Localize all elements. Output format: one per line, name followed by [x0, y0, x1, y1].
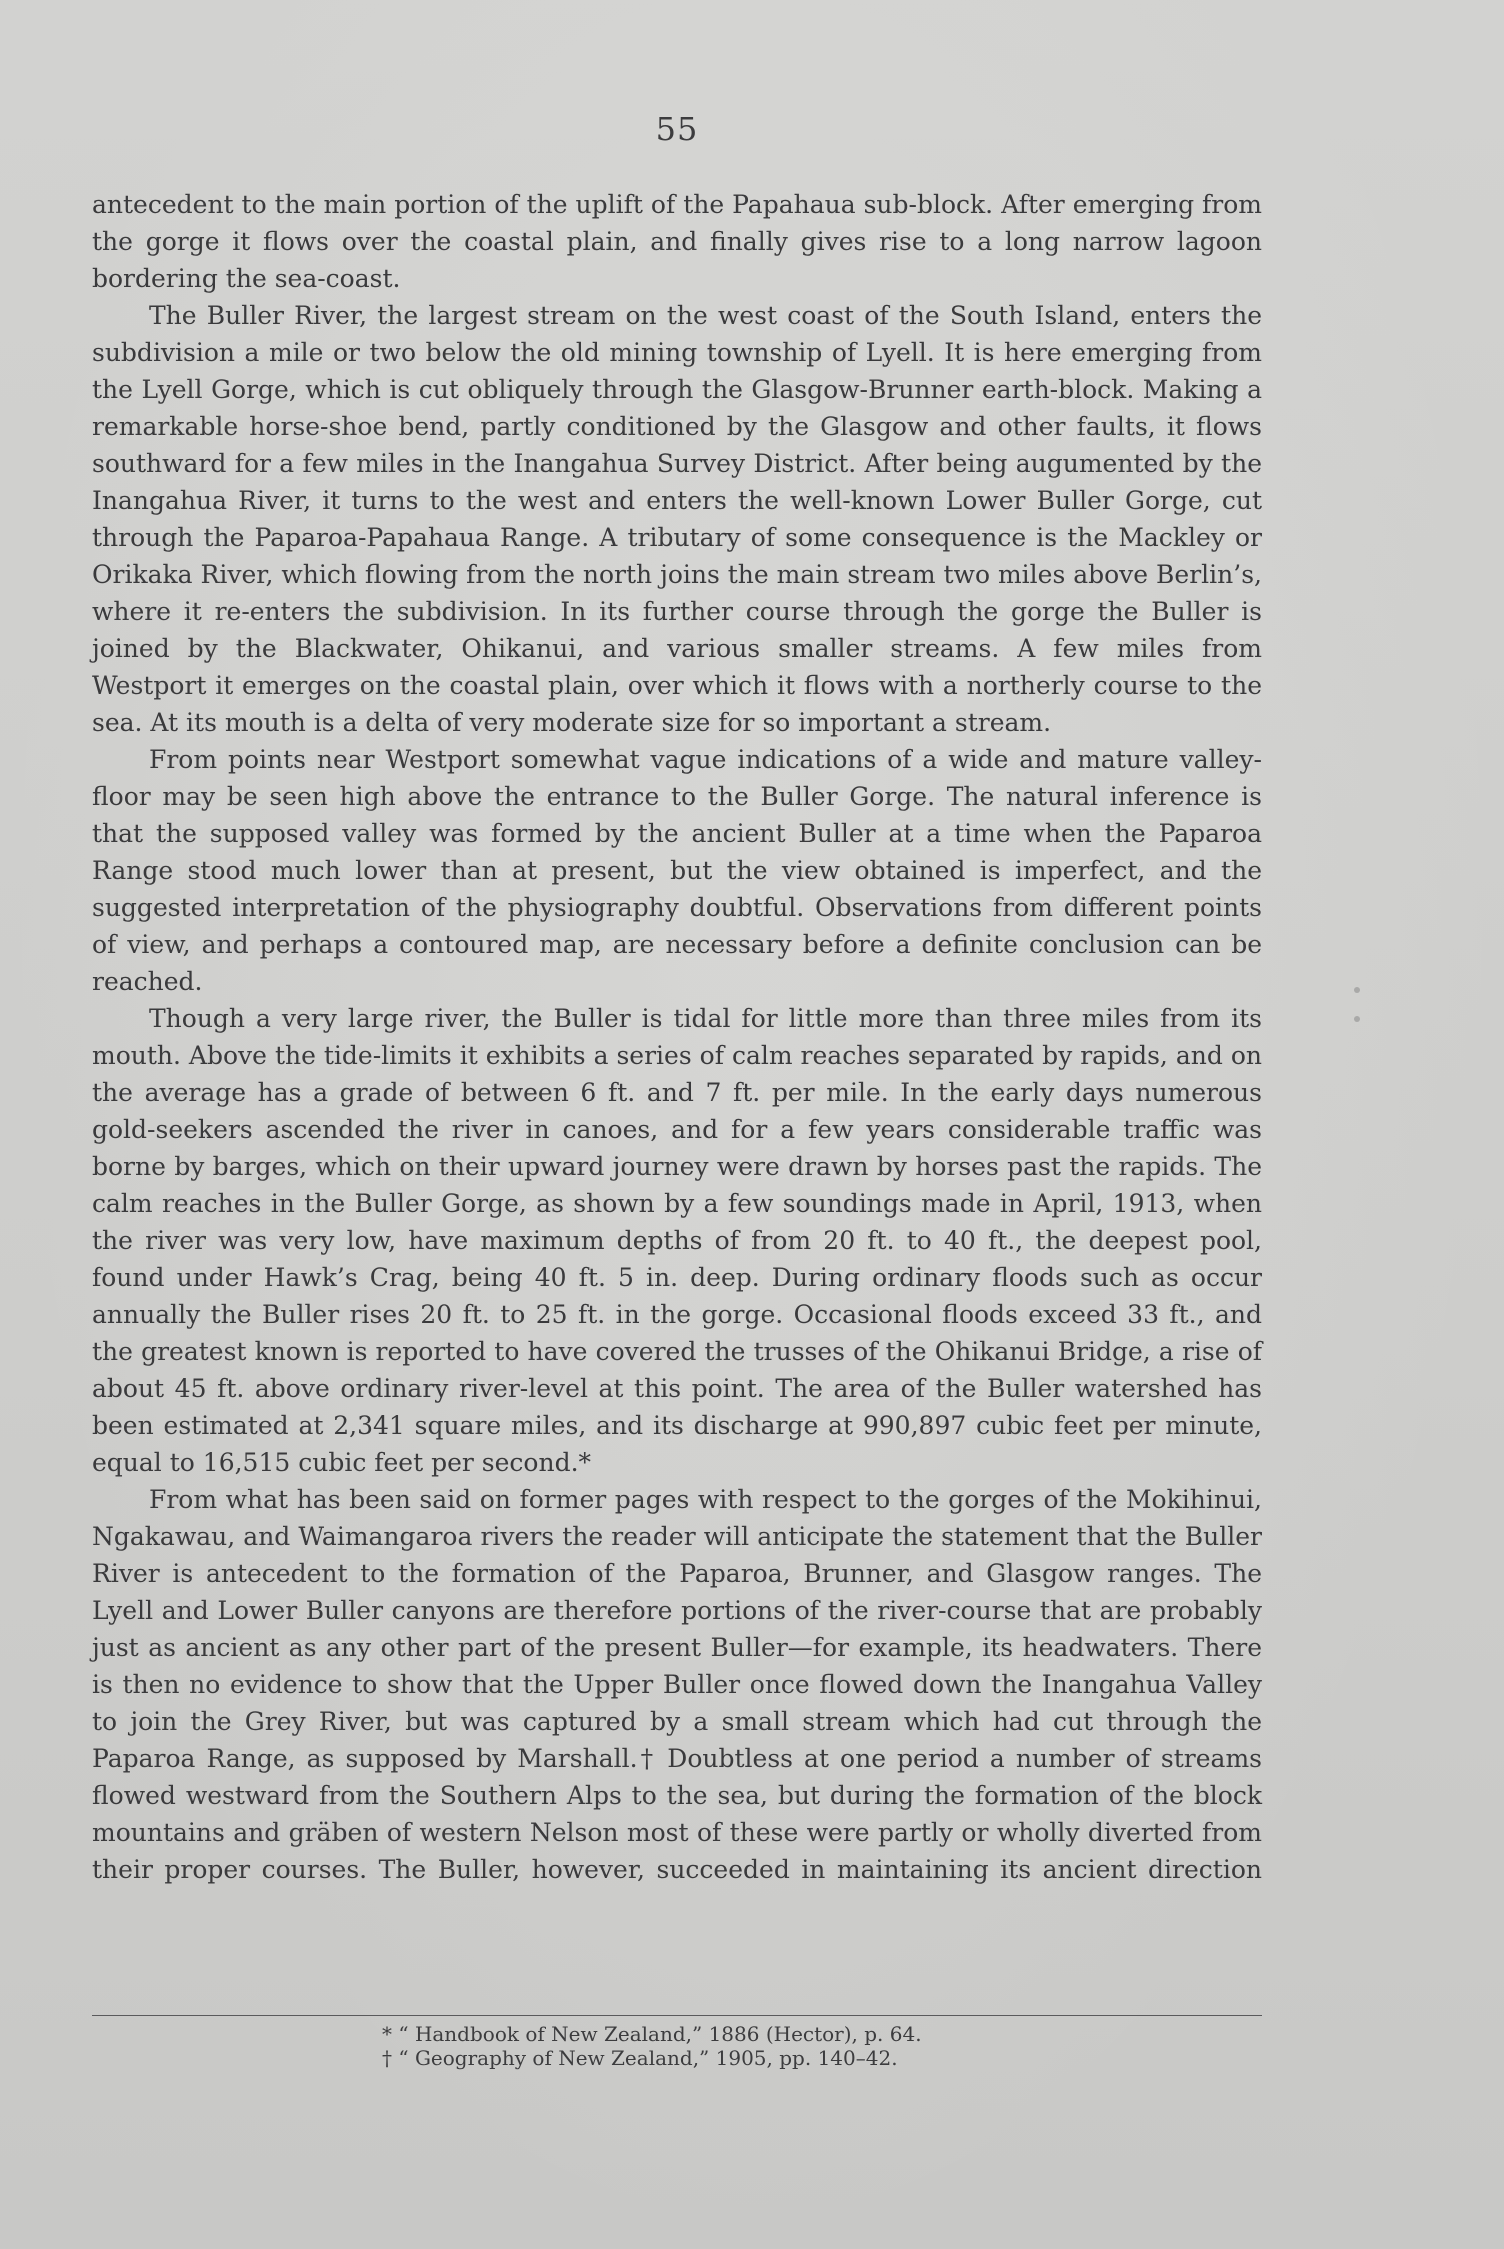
paragraph-buller-river: The Buller River, the largest stream on the west coast of the South Island, enters the subdivision a mile or two below the old mining township of Lyell. It is here emerging from the Lyell Gorge, which is cut obliquely through the Glasgow-Brunner earth-block. Making a remarkable horse-shoe bend, partly conditioned by the Glasgow and other faults, it flows southward for a few miles in the Inangahua Survey District. After being augumented by the Inangahua River, it turns to the west and enters the well-known Lower Buller Gorge, cut through the Paparoa-Papahaua Range. A tributary of some consequence is the Mackley or Orikaka River, which flowing from the north joins the main stream two miles above Berlin’s, where it re-enters the subdivision. In its further course through the gorge the Buller is joined by the Blackwater, Ohikanui, and various smaller streams. A few miles from Westport it emerges on the coastal plain, over which it flows with a northerly course to the sea. At its mouth is a delta of very moderate size for so important a stream. [92, 301, 1262, 737]
page-number: 55 [655, 110, 699, 148]
document-page [92, 0, 1262, 2249]
paper-speck [1354, 1016, 1360, 1022]
paper-speck [1354, 987, 1360, 993]
footnote-handbook: * “ Handbook of New Zealand,” 1886 (Hector), p. 64. [382, 2022, 922, 2046]
paragraph-antecedent-river: From what has been said on former pages with respect to the gorges of the Mokihinui, Ngakawau, and Waimangaroa rivers the reader will anticipate the statement that the Buller River is antecedent to the formation of the Paparoa, Brunner, and Glasgow ranges. The Lyell and Lower Buller canyons are therefore portions of the river-course that are probably just as ancient as any other part of the present Buller—for example, its headwaters. There is then no evidence to show that the Upper Buller once flowed down the Inangahua Valley to join the Grey River, but was captured by a small stream which had cut through the Paparoa Range, as supposed by Marshall.† Doubtless at one period a number of streams flowed westward from the Southern Alps to the sea, but during the formation of the block mountains and gräben of western Nelson most of these were partly or wholly diverted from their proper courses. The Buller, however, succeeded in maintaining its ancient direction [92, 1485, 1262, 1884]
footnotes [382, 2022, 1082, 2070]
body-text [92, 186, 1262, 1888]
footnote-divider [92, 2015, 1262, 2016]
footnote-geography: † “ Geography of New Zealand,” 1905, pp. 140–42. [382, 2046, 898, 2070]
paragraph-continuation: antecedent to the main portion of the uplift of the Papahaua sub-block. After emerging from the gorge it flows over the coastal plain, and finally gives rise to a long narrow lagoon bordering the sea-coast. [92, 190, 1262, 293]
paragraph-valley-floor: From points near Westport somewhat vague indications of a wide and mature valley-floor may be seen high above the entrance to the Buller Gorge. The natural inference is that the supposed valley was formed by the ancient Buller at a time when the Paparoa Range stood much lower than at present, but the view obtained is imperfect, and the suggested interpretation of the physiography doubtful. Observations from different points of view, and perhaps a contoured map, are necessary before a definite conclusion can be reached. [92, 745, 1262, 996]
paragraph-tidal-rapids: Though a very large river, the Buller is tidal for little more than three miles from its mouth. Above the tide-limits it exhibits a series of calm reaches separated by rapids, and on the average has a grade of between 6 ft. and 7 ft. per mile. In the early days numerous gold-seekers ascended the river in canoes, and for a few years considerable traffic was borne by barges, which on their upward journey were drawn by horses past the rapids. The calm reaches in the Buller Gorge, as shown by a few soundings made in April, 1913, when the river was very low, have maximum depths of from 20 ft. to 40 ft., the deepest pool, found under Hawk’s Crag, being 40 ft. 5 in. deep. During ordinary floods such as occur annually the Buller rises 20 ft. to 25 ft. in the gorge. Occasional floods exceed 33 ft., and the greatest known is reported to have covered the trusses of the Ohikanui Bridge, a rise of about 45 ft. above ordinary river-level at this point. The area of the Buller watershed has been estimated at 2,341 square miles, and its discharge at 990,897 cubic feet per minute, equal to 16,515 cubic feet per second.* [92, 1004, 1262, 1477]
